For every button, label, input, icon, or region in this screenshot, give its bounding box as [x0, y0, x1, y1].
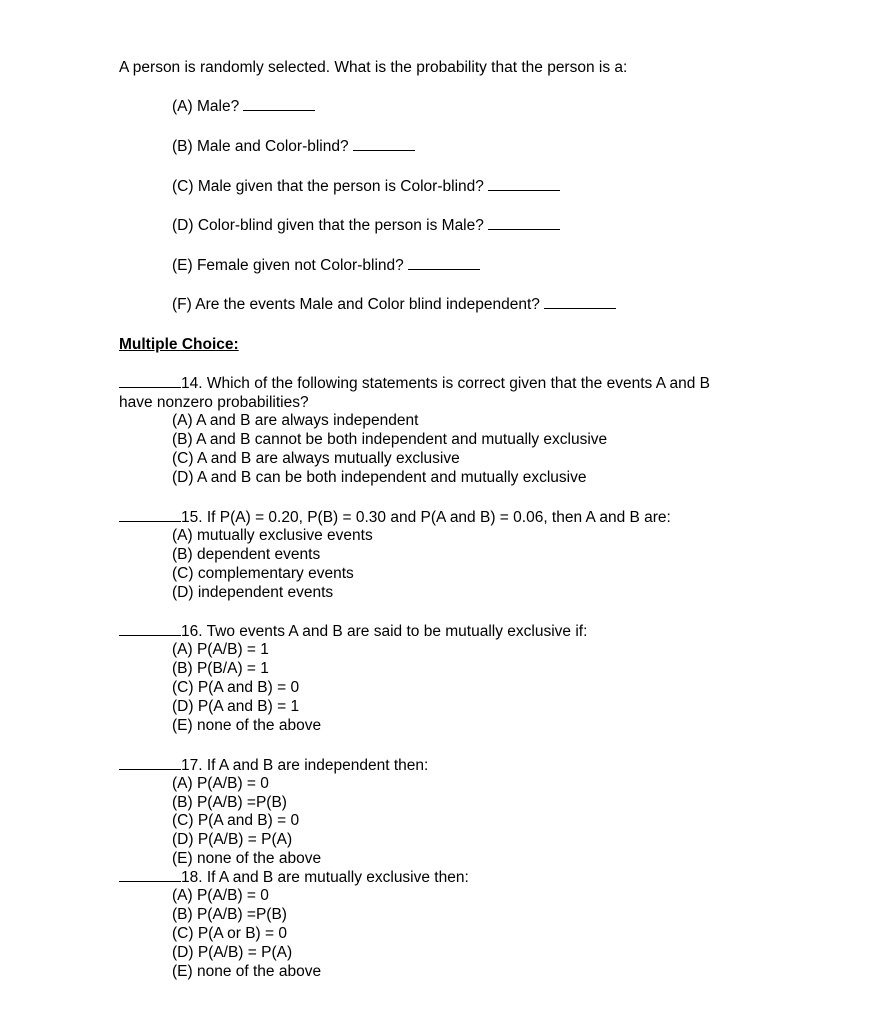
- question-16-stem: [119, 622, 587, 641]
- part-d-label: (D) Color-blind given that the person is Male?: [172, 217, 484, 234]
- part-e-answer-blank[interactable]: [408, 256, 480, 270]
- part-b-label: (B) Male and Color-blind?: [172, 138, 349, 155]
- question-15-stem: [119, 508, 671, 527]
- part-f-answer-blank[interactable]: [544, 295, 616, 309]
- question-16-option: (D) P(A and B) = 1: [172, 698, 300, 715]
- question-18-option: (C) P(A or B) = 0: [172, 925, 287, 942]
- part-b: [172, 137, 415, 156]
- question-18-option: (E) none of the above: [172, 963, 322, 980]
- question-14-option: (D) A and B can be both independent and mutually exclusive: [172, 469, 587, 486]
- part-c: [172, 177, 560, 196]
- part-a-label: (A) Male?: [172, 98, 240, 115]
- question-17-option: (B) P(A/B) =P(B): [172, 794, 287, 811]
- question-17-option: (E) none of the above: [172, 850, 322, 867]
- question-17-text: 17. If A and B are independent then:: [181, 757, 429, 774]
- question-18-option: (D) P(A/B) = P(A): [172, 944, 293, 961]
- question-18-text: 18. If A and B are mutually exclusive then:: [181, 869, 469, 886]
- question-17-option: (A) P(A/B) = 0: [172, 775, 269, 792]
- question-14-answer-blank[interactable]: [119, 374, 181, 388]
- question-18-stem: [119, 868, 469, 887]
- question-14-text: 14. Which of the following statements is correct given that the events A and B: [181, 375, 711, 392]
- part-f-label: (F) Are the events Male and Color blind independent?: [172, 296, 540, 313]
- question-14-option: (C) A and B are always mutually exclusive: [172, 450, 460, 467]
- question-15-option: (B) dependent events: [172, 546, 321, 563]
- question-14-stem: [119, 374, 710, 393]
- part-e: [172, 256, 480, 275]
- question-18-option: (B) P(A/B) =P(B): [172, 906, 287, 923]
- part-a: [172, 97, 315, 116]
- question-15-option: (D) independent events: [172, 584, 334, 601]
- question-18-answer-blank[interactable]: [119, 868, 181, 882]
- part-a-answer-blank[interactable]: [243, 97, 315, 111]
- question-15-option: (A) mutually exclusive events: [172, 527, 373, 544]
- question-14-stem-cont: have nonzero probabilities?: [119, 394, 309, 411]
- question-14-option: (A) A and B are always independent: [172, 412, 419, 429]
- question-16-option: (E) none of the above: [172, 717, 322, 734]
- part-b-answer-blank[interactable]: [353, 137, 415, 151]
- question-16-option: (B) P(B/A) = 1: [172, 660, 269, 677]
- question-16-answer-blank[interactable]: [119, 622, 181, 636]
- question-16-option: (A) P(A/B) = 1: [172, 641, 269, 658]
- part-c-label: (C) Male given that the person is Color-blind?: [172, 178, 484, 195]
- part-e-label: (E) Female given not Color-blind?: [172, 257, 404, 274]
- part-d-answer-blank[interactable]: [488, 216, 560, 230]
- question-17-option: (C) P(A and B) = 0: [172, 812, 300, 829]
- question-16-option: (C) P(A and B) = 0: [172, 679, 300, 696]
- part-d: [172, 216, 560, 235]
- question-15-text: 15. If P(A) = 0.20, P(B) = 0.30 and P(A and B) = 0.06, then A and B are:: [181, 509, 671, 526]
- question-16-text: 16. Two events A and B are said to be mutually exclusive if:: [181, 623, 588, 640]
- intro-text: A person is randomly selected. What is the probability that the person is a:: [119, 59, 628, 76]
- question-15-option: (C) complementary events: [172, 565, 354, 582]
- question-17-answer-blank[interactable]: [119, 756, 181, 770]
- part-c-answer-blank[interactable]: [488, 177, 560, 191]
- part-f: [172, 295, 616, 314]
- question-17-option: (D) P(A/B) = P(A): [172, 831, 293, 848]
- question-17-stem: [119, 756, 428, 775]
- question-14-option: (B) A and B cannot be both independent and mutually exclusive: [172, 431, 608, 448]
- multiple-choice-heading: Multiple Choice:: [119, 336, 239, 353]
- question-18-option: (A) P(A/B) = 0: [172, 887, 269, 904]
- question-15-answer-blank[interactable]: [119, 508, 181, 522]
